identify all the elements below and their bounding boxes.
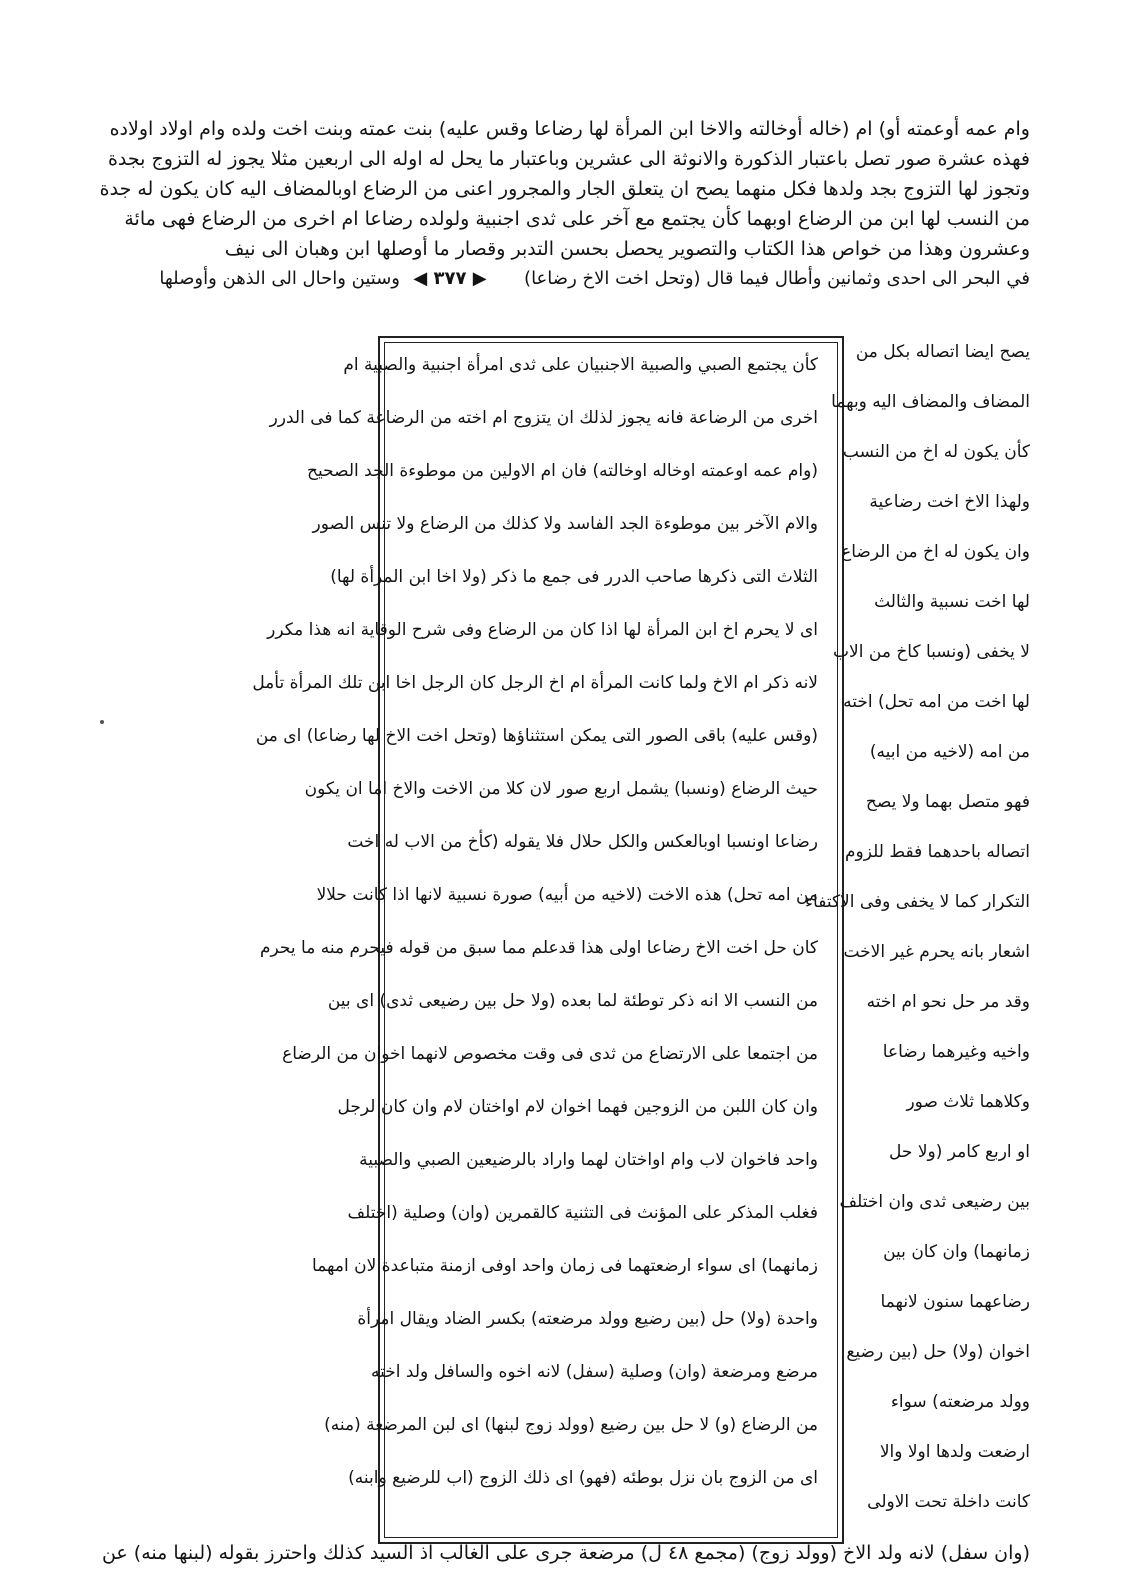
- text-line: فهو متصل بهما ولا يصح: [865, 792, 1030, 812]
- text-line: الثلاث التى ذكرها صاحب الدرر فى جمع ما ذكر (ولا اخا ابن المرأة لها): [330, 567, 818, 587]
- text-line: كان حل اخت الاخ رضاعا اولى هذا قدعلم مما سبق من قوله فيحرم منه ما يحرم: [260, 938, 818, 958]
- text-line: فهذه عشرة صور تصل باعتبار الذكورة والانوثة الى عشرين وباعتبار ما يحل له اوله الى اربعين مثلا يجوز له التزوج بجدة: [107, 148, 1030, 170]
- header-right-text: في البحر الى احدى وثمانين وأطال فيما قال (وتحل اخت الاخ رضاعا): [524, 268, 1030, 289]
- text-line: رضاعا اونسبا اوبالعكس والكل حلال فلا يقوله (كأخ من الاب له اخت: [347, 832, 818, 852]
- text-line: اتصاله باحدهما فقط للزوم: [845, 842, 1030, 862]
- text-line: لها اخت من امه تحل) اخته: [843, 692, 1030, 712]
- text-line: واخيه وغيرهما رضاعا: [882, 1042, 1030, 1062]
- text-line: اخرى من الرضاعة فانه يجوز لذلك ان يتزوج ام اخته من الرضاعة كما فى الدرر: [269, 408, 818, 428]
- text-line: وعشرون وهذا من خواص هذا الكتاب والتصوير يحصل بحسن التدبر وقصار ما أوصلها ابن وهبان الى نيف: [224, 238, 1030, 260]
- text-line: مرضع ومرضعة (وان) وصلية (سفل) لانه اخوه والسافل ولد اخته: [371, 1362, 818, 1382]
- text-line: لانه ذكر ام الاخ ولما كانت المرأة ام اخ الرجل كان الرجل اخا ابن تلك المرأة تأمل: [252, 673, 818, 693]
- text-line: من امه تحل) هذه الاخت (لاخيه من أبيه) صورة نسبية لانها اذا كانت حلالا: [316, 885, 818, 905]
- text-line: وام عمه أوعمته أو) ام (خاله أوخالته والاخا ابن المرأة لها رضاعا وقس عليه) بنت عمته وبنت اخت ولده وام اولاد اولاده: [109, 118, 1030, 140]
- text-line: وولد مرضعته) سواء: [890, 1392, 1030, 1412]
- text-line: (وقس عليه) باقى الصور التى يمكن استثناؤها (وتحل اخت الاخ لها رضاعا) اى من: [255, 726, 818, 746]
- text-line: زمانهما) وان كان بين: [883, 1242, 1030, 1262]
- text-line: من النسب لها ابن من الرضاع اوبهما كأن يجتمع مع آخر على ثدى اجنبية ولولده رضاعا ام اخرى من الرضاع فهى مائة: [124, 208, 1030, 230]
- text-line: او اربع كامر (ولا حل: [889, 1142, 1030, 1162]
- text-line: وكلاهما ثلاث صور: [906, 1092, 1030, 1112]
- text-line: من الرضاع (و) لا حل بين رضيع (وولد زوج لبنها) اى لبن المرضعة (منه): [324, 1415, 818, 1435]
- text-line: التكرار كما لا يخفى وفى الاكتفاء: [805, 892, 1030, 912]
- page-number: ◀ ٣٧٧ ▶: [413, 268, 487, 289]
- text-line: من النسب الا انه ذكر توطئة لما بعده (ولا حل بين رضيعى ثدى) اى بين: [327, 991, 818, 1011]
- text-line: اى لا يحرم اخ ابن المرأة لها اذا كان من الرضاع وفى شرح الوقاية انه هذا مكرر: [267, 620, 818, 640]
- text-line: حيث الرضاع (ونسبا) يشمل اربع صور لان كلا من الاخت والاخ اما ان يكون: [304, 779, 818, 799]
- text-line: وان كان اللبن من الزوجين فهما اخوان لام اواختان لام وان كان لرجل: [337, 1097, 818, 1117]
- text-line: اخوان (ولا) حل (بين رضيع: [846, 1342, 1030, 1362]
- text-line: زمانهما) اى سواء ارضعتهما فى زمان واحد اوفى ازمنة متباعدة لان امهما: [312, 1256, 818, 1276]
- text-line: واحد فاخوان لاب وام اواختان لهما واراد بالرضيعين الصبي والصبية: [359, 1150, 818, 1170]
- text-line: والام الآخر بين موطوءة الجد الفاسد ولا كذلك من الرضاع ولا تنس الصور: [312, 514, 818, 534]
- text-line: ولهذا الاخ اخت رضاعية: [869, 492, 1030, 512]
- text-line: اشعار بانه يحرم غير الاخت: [843, 942, 1030, 962]
- text-line: (وام عمه اوعمته اوخاله اوخالته) فان ام الاولين من موطوءة الجد الصحيح: [307, 461, 818, 481]
- header-left-text: وستين واحال الى الذهن وأوصلها: [159, 268, 400, 289]
- text-line: وتجوز لها التزوج بجد ولدها فكل منهما يصح ان يتعلق الجار والمجرور اعنى من الرضاع اوبالمضاف اليه كان يكون له جدة: [99, 178, 1030, 200]
- text-line: كأن يجتمع الصبي والصبية الاجنبيان على ثدى امرأة اجنبية والصبية ام: [343, 355, 818, 375]
- text-line: بين رضيعى ثدى وان اختلف: [839, 1192, 1030, 1212]
- text-line: لها اخت نسبية والثالث: [874, 592, 1030, 612]
- text-line: من امه (لاخيه من ابيه): [869, 742, 1030, 762]
- text-line: وقد مر حل نحو ام اخته: [866, 992, 1030, 1012]
- margin-dot: [100, 720, 104, 724]
- text-line: كأن يكون له اخ من النسب: [842, 442, 1030, 462]
- text-line: واحدة (ولا) حل (بين رضيع وولد مرضعته) بكسر الضاد ويقال امرأة: [357, 1309, 818, 1329]
- text-line: المضاف والمضاف اليه وبهما: [831, 392, 1030, 412]
- text-line: فغلب المذكر على المؤنث فى التثنية كالقمرين (وان) وصلية (اختلف: [347, 1203, 818, 1223]
- text-line: ارضعت ولدها اولا والا: [879, 1442, 1030, 1462]
- text-line: من اجتمعا على الارتضاع من ثدى فى وقت مخصوص لانهما اخوان من الرضاع: [282, 1044, 818, 1064]
- text-line: اى من الزوج بان نزل بوطئه (فهو) اى ذلك الزوج (اب للرضيع وابنه): [348, 1468, 818, 1488]
- text-line: رضاعهما سنون لانهما: [880, 1292, 1030, 1312]
- text-line: لا يخفى (ونسبا كاخ من الاب: [833, 642, 1030, 662]
- text-line: كانت داخلة تحت الاولى: [867, 1492, 1030, 1512]
- text-line: وان يكون له اخ من الرضاع: [841, 542, 1030, 562]
- text-line: يصح ايضا اتصاله بكل من: [855, 342, 1030, 362]
- text-line: (وان سفل) لانه ولد الاخ (وولد زوج) (مجمع ٤٨ ل) مرضعة جرى على الغالب اذ السيد كذلك واحترز بقوله (لبنها منه) عن: [101, 1542, 1030, 1564]
